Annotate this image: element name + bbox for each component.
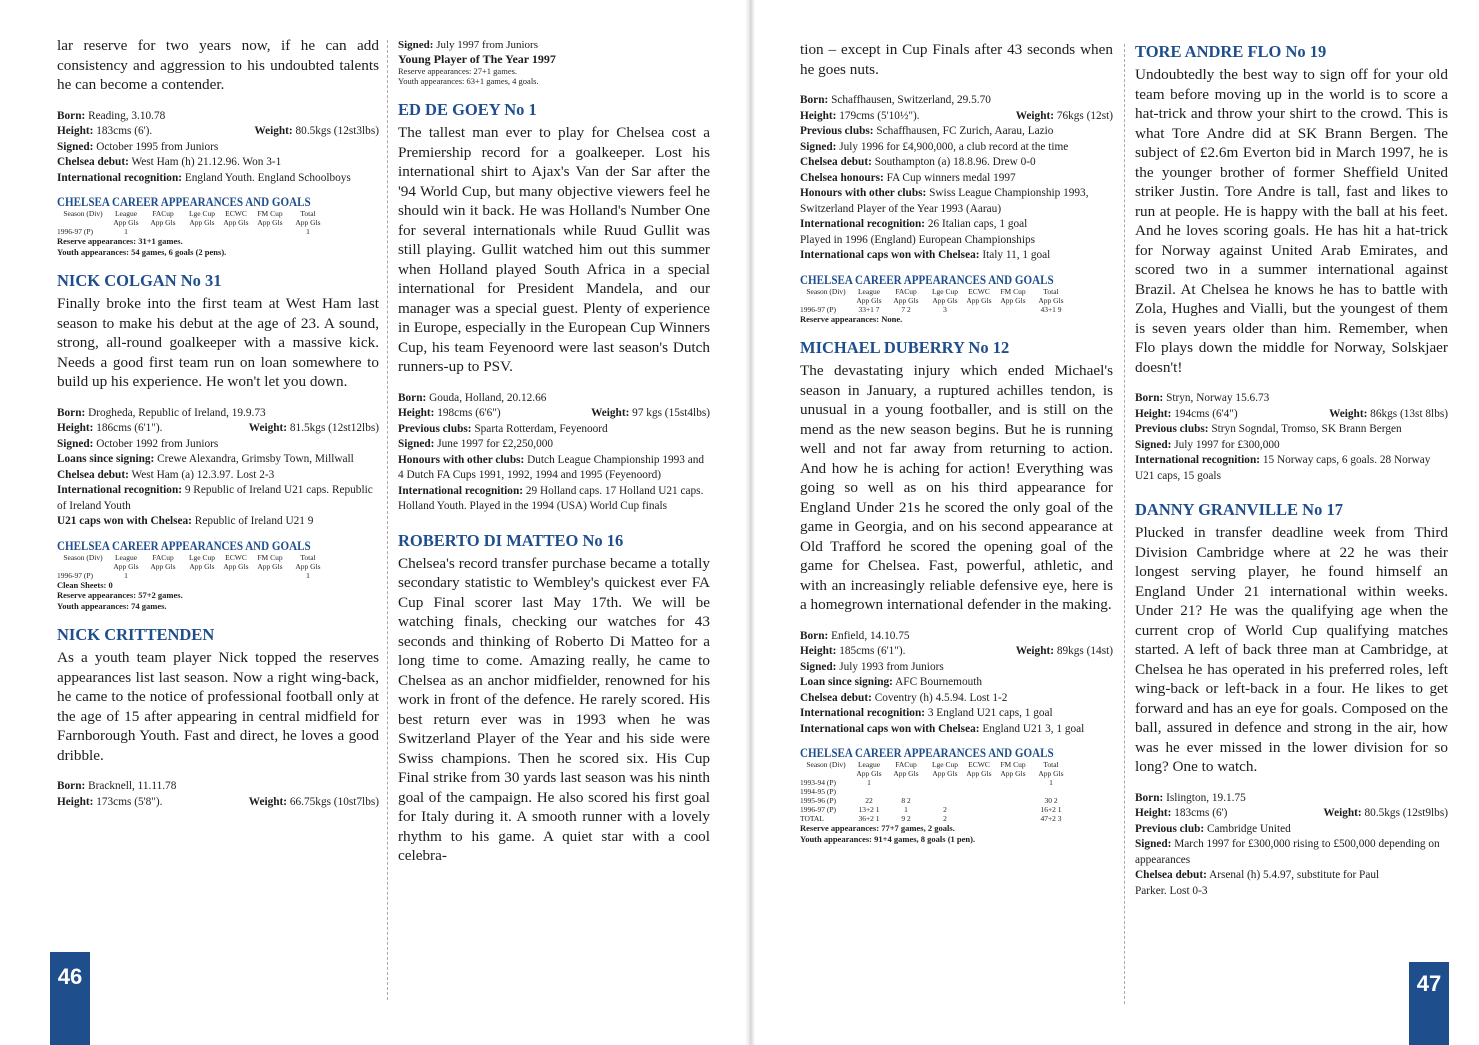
body-text: Finally broke into the first team at West Ham last season to make his debut at the age of 23. A sound, strong, all-round goalkeeper with a massive kick. Needs a good first team run on loan somewhere to build up his experience. He won't let you down. xyxy=(57,295,379,390)
fact-box: Born: Drogheda, Republic of Ireland, 19.9.73 Height: 186cms (6'1"). Weight: 81.5kgs (12st12lbs) Signed: October 1992 from Juniors Loans since signing: Crewe Alexandra, Grimsby Town, Millwall Chelsea debut: West Ham (a) 12.3.97. Lost 2-3 International recognition: 9 Republic of Ireland U21 caps. Republic of Ireland Youth U21 caps won with Chelsea: Republic of Ireland U21 9 xyxy=(57,406,379,527)
page-number-right: 47 xyxy=(1409,962,1449,1045)
body-text: Plucked in transfer deadline week from Third Division Cambridge where at 22 he was their longest serving player, he found himself an England Under 21 international within weeks. Under 21? He was the qualifying age when the current crop of World Cup qualifying matches started. A left of back three man at Cambridge, at Chelsea he has operated in his preferred roles, left wing-back or left-back in a four. He likes to get forward and has an eye for goals. Composed on the ball, assured in defence and strong in the air, how was he ever missed in the lower division for so long? One to watch. xyxy=(1135,524,1448,775)
table-row: 1994-95 (P) xyxy=(800,787,837,796)
table-row: 1996-97 (P) 1 1 xyxy=(57,227,310,236)
player-heading: DANNY GRANVILLE No 17 xyxy=(1135,500,1343,519)
page-number-left: 46 xyxy=(50,952,90,1045)
body-text: The devastating injury which ended Michael's season in January, a ruptured achilles tendon, is unusual in a young footballer, and is still on the mend as the new season begins. But he is running well and not far away from returning to action. And how he is aching for action! Everything was going so well as on his third appearance for England Under 21s he scored the only goal of the game in Georgia, and on his second appearance at Old Trafford he scored the opening goal of the game for Chelsea. Fast, powerful, athletic, and with an increasingly reliable defensive eye, here is a homegrown international defender in the making. xyxy=(800,362,1113,613)
player-heading: NICK COLGAN No 31 xyxy=(57,271,222,290)
fact-box: Born: Enfield, 14.10.75 Height: 185cms (6'1"). Weight: 89kgs (14st) Signed: July 1993 from Juniors Loan since signing: AFC Bournemouth Chelsea debut: Coventry (h) 4.5.94. Lost 1-2 International recognition: 3 England U21 caps, 1 goal International caps won with Chelsea: England U21 3, 1 goal xyxy=(800,629,1113,735)
body-text: The tallest man ever to play for Chelsea cost a Premiership record for a goalkeeper. Lost his international shirt to Ajax's Van der Sar after the '94 World Cup, but many objective viewers feel he should win it back. He was Holland's Number One for several internationals while Ruud Gullit was still playing. Gullit watched him out this summer when Holland played South Africa in a special international for President Mandela, and our manager was a special guest. Plenty of experience in Europe, especially in the European Cup Winners Cup, his team Feyenoord were last season's Dutch runners-up to PSV. xyxy=(398,124,710,375)
column-3 xyxy=(800,40,1113,858)
table-row: 1996-97 (P) 33+1 7 7 2 3 43+1 9 xyxy=(800,304,1062,314)
career-subheader: App Gls App Gls App Gls App Gls App Gls App Gls xyxy=(856,295,1064,305)
career-header: Season (Div) League FACup Lge Cup ECWC FM Cup Total xyxy=(63,552,316,562)
player-heading: TORE ANDRE FLO No 19 xyxy=(1135,42,1327,61)
career-table: CHELSEA CAREER APPEARANCES AND GOALS Season (Div) League FACup Lge Cup ECWC FM Cup Total App Gls App Gls App Gls App Gls App Gls App Gls 1996-97 (P) 1 1 Reserve appearances: 31+1 games. Youth appearances: 54 games, 6 goals (2 pens). xyxy=(57,194,379,257)
book-spine xyxy=(745,0,755,1045)
career-title: CHELSEA CAREER APPEARANCES AND GOALS xyxy=(57,194,311,209)
table-row: 1996-97 (P) 13+2 1 1 2 16+2 1 xyxy=(800,805,1062,814)
fact-box: Signed: July 1997 from Juniors Young Player of The Year 1997 Reserve appearances: 27+1 games. Youth appearances: 63+1 games, 4 goals. xyxy=(398,39,556,86)
fact-box: Born: Reading, 3.10.78 Height: 183cms (6'). Weight: 80.5kgs (12st3lbs) Signed: October 1995 from Juniors Chelsea debut: West Ham (h) 21.12.96. Won 3-1 International recognition: England Youth. England Schoolboys xyxy=(57,109,379,184)
fact-box: Born: Stryn, Norway 15.6.73 Height: 194cms (6'4") Weight: 86kgs (13st 8lbs) Previous clubs: Stryn Sogndal, Tromso, SK Brann Bergen Signed: July 1997 for £300,000 International recognition: 15 Norway caps, 6 goals. 28 Norway U21 caps, 15 goals xyxy=(1135,392,1448,482)
fact-box: Born: Islington, 19.1.75 Height: 183cms (6') Weight: 80.5kgs (12st9lbs) Previous club: Cambridge United Signed: March 1997 for £300,000 rising to £500,000 depending on appearances Chelsea debut: Arsenal (h) 5.4.97, substitute for Paul Parker. Lost 0-3 xyxy=(1135,791,1448,897)
body-text: As a youth team player Nick topped the reserves appearances list last season. Now a right wing-back, he came to the notice of professional football only at the age of 15 after appearing in central midfield for Farnborough Youth. Fast and direct, he loves a good dribble. xyxy=(57,649,379,764)
career-table: CHELSEA CAREER APPEARANCES AND GOALS Season (Div) League FACup Lge Cup ECWC FM Cup Total App Gls App Gls App Gls App Gls App Gls App Gls 1993-94 (P) 1 1 1994-95 (P) 1995-96 (P) 22 8 2 30 2 1996-97 (P) 13+2 1 1 2 16+2 1 TOTAL 36+2 1 9 2 2 47+2 3 Reserve appearances: 77+7 games, 2 goals. Youth appearances: 91+4 games, 8 goals (1 pen). xyxy=(800,745,1113,844)
career-header: Season (Div) League FACup Lge Cup ECWC FM Cup Total xyxy=(806,286,1059,296)
fact-box: Born: Bracknell, 11.11.78 Height: 173cms (5'8"). Weight: 66.75kgs (10st7lbs) xyxy=(57,780,379,808)
career-subheader: App Gls App Gls App Gls App Gls App Gls App Gls xyxy=(113,218,321,227)
career-header: Season (Div) League FACup Lge Cup ECWC FM Cup Total xyxy=(806,760,1059,769)
body-text: Undoubtedly the best way to sign off for your old team before moving up in the world is to score a hat-trick and throw your shirt to the crowd. This is what Tore Andre did at SK Brann Bergen. The subject of £2.6m Everton bid in March 1997, he is the younger brother of former Sheffield United striker Justin. Tore Andre is tall, fast and likes to run at people. He is happy with the ball at his feet. And he loves scoring goals. He has hit a hat-trick for Norway against United Arab Emirates, and scored two in a summer international against Brazil. At Chelsea he knows he has to battle with Zola, Hughes and Vialli, but the youngest of them is seven years older than him. Remember, when Flo plays down the middle for Norway, Solskjaer doesn't! xyxy=(1135,66,1448,376)
career-title: CHELSEA CAREER APPEARANCES AND GOALS xyxy=(57,537,311,553)
career-header: Season (Div) League FACup Lge Cup ECWC FM Cup Total xyxy=(63,209,316,218)
career-title: CHELSEA CAREER APPEARANCES AND GOALS xyxy=(800,271,1054,287)
column-2 xyxy=(398,38,710,880)
career-title: CHELSEA CAREER APPEARANCES AND GOALS xyxy=(800,745,1054,760)
body-text: tion – except in Cup Finals after 43 seconds when he goes nuts. xyxy=(800,41,1113,78)
table-row: 1996-97 (P) 1 1 xyxy=(57,570,310,580)
table-row: 1995-96 (P) 22 8 2 30 2 xyxy=(800,796,1058,805)
player-heading: NICK CRITTENDEN xyxy=(57,625,215,644)
body-text: Chelsea's record transfer purchase became a totally secondary statistic to Wembley's quickest ever FA Cup Final scorer last May 17th. We will be watching finals, checking our watches for 43 seconds and thinking of Roberto Di Matteo for a long time to come. Amazing really, he came to Chelsea as an anchor midfielder, renowned for his work in front of the defence. He rarely scored. His best return ever was in 1993 when he was Switzerland Player of the Year and his side were Swiss champions. Then he scored six. His Cup Final strike from 30 yards last season was his ninth goal of the campaign. He also scored his first goal for Italy during it. A smooth runner with a lovely rhythm to his game. A quiet star with a cool celebra- xyxy=(398,554,710,864)
player-heading: ROBERTO DI MATTEO No 16 xyxy=(398,530,624,550)
fact-box: Born: Schaffhausen, Switzerland, 29.5.70 Height: 179cms (5'10½"). Weight: 76kgs (12st) Previous clubs: Schaffhausen, FC Zurich, Aarau, Lazio Signed: July 1996 for £4,900,000, a club record at the time Chelsea debut: Southampton (a) 18.8.96. Drew 0-0 Chelsea honours: FA Cup winners medal 1997 Honours with other clubs: Swiss League Championship 1993, Switzerland Player of the Year 1993 (Aarau) International recognition: 26 Italian caps, 1 goal Played in 1996 (England) European Championships International caps won with Chelsea: Italy 11, 1 goal xyxy=(800,94,1113,261)
career-table: CHELSEA CAREER APPEARANCES AND GOALS Season (Div) League FACup Lge Cup ECWC FM Cup Total App Gls App Gls App Gls App Gls App Gls App Gls 1996-97 (P) 33+1 7 7 2 3 43+1 9 Reserve appearances: None. xyxy=(800,272,1113,325)
career-subheader: App Gls App Gls App Gls App Gls App Gls App Gls xyxy=(113,561,321,571)
career-table: CHELSEA CAREER APPEARANCES AND GOALS Season (Div) League FACup Lge Cup ECWC FM Cup Total App Gls App Gls App Gls App Gls App Gls App Gls 1996-97 (P) 1 1 Clean Sheets: 0 Reserve appearances: 57+2 games. Youth appearances: 74 games. xyxy=(57,538,379,612)
player-heading: ED DE GOEY No 1 xyxy=(398,100,537,119)
body-text: lar reserve for two years now, if he can add consistency and aggression to his undoubted talents he can become a contender. xyxy=(57,37,379,93)
fact-box: Born: Gouda, Holland, 20.12.66 Height: 198cms (6'6") Weight: 97 kgs (15st4lbs) Previous clubs: Sparta Rotterdam, Feyenoord Signed: June 1997 for £2,250,000 Honours with other clubs: Dutch League Championship 1993 and 4 Dutch FA Cups 1991, 1992, 1994 and 1995 (Feyenoord) International recognition: 29 Holland caps. 17 Holland U21 caps. Holland Youth. Played in the 1994 (USA) World Cup finals xyxy=(398,391,710,512)
table-row: 1993-94 (P) 1 1 xyxy=(800,778,1053,787)
table-row: TOTAL 36+2 1 9 2 2 47+2 3 xyxy=(800,814,1062,823)
career-subheader: App Gls App Gls App Gls App Gls App Gls App Gls xyxy=(856,769,1064,778)
player-heading: MICHAEL DUBERRY No 12 xyxy=(800,338,1010,357)
column-4 xyxy=(1135,42,1448,907)
column-1 xyxy=(57,36,379,818)
